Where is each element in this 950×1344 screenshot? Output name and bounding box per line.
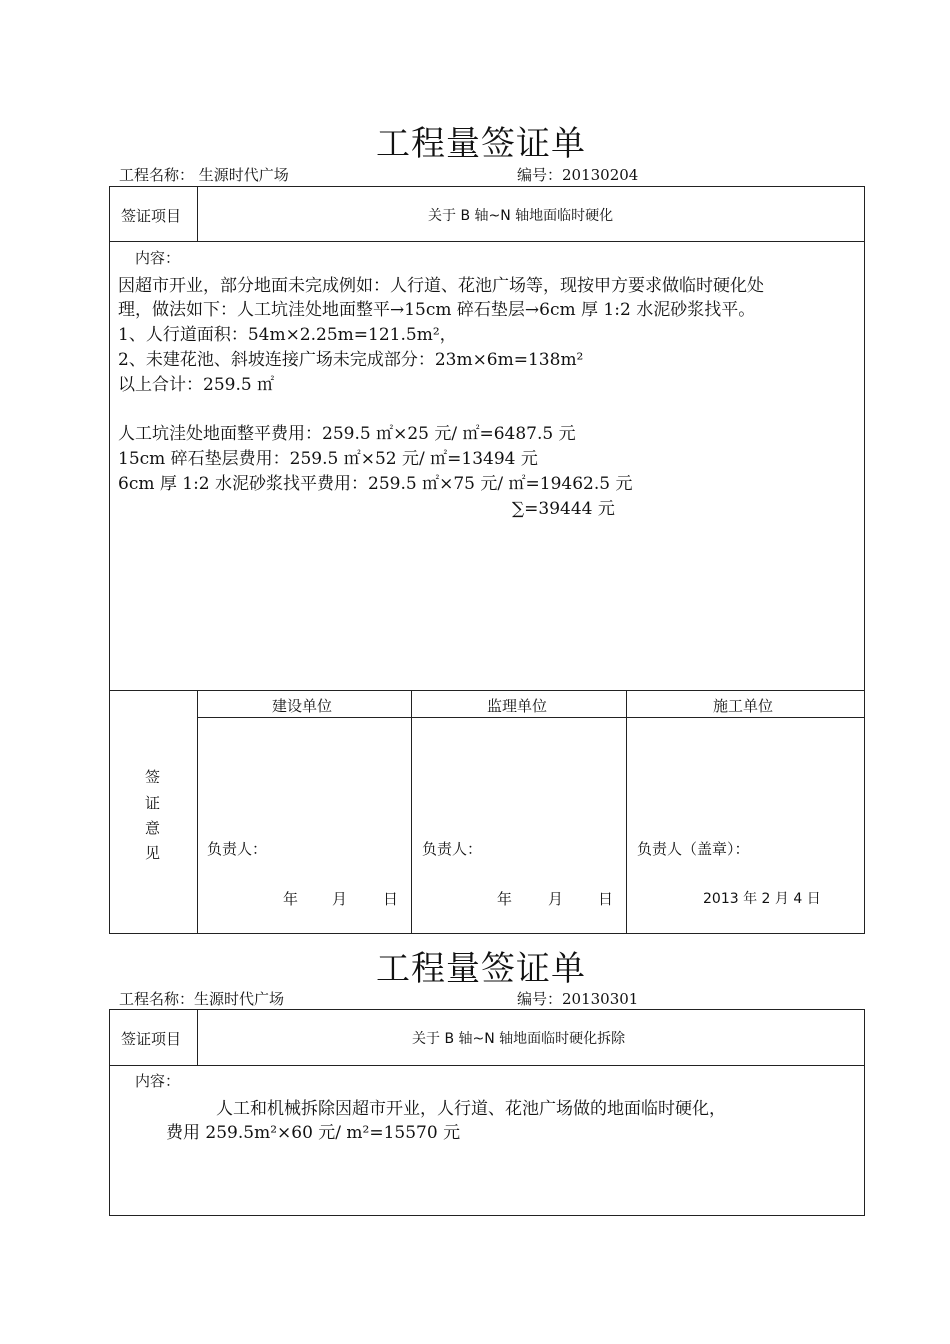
form2-content-line-2: 费用 259.5m²×60 元/ m²=15570 元 <box>166 1123 461 1143</box>
form2-project-name: 工程名称：生源时代广场 <box>119 990 285 1008</box>
form1-content-total: ∑=39444 元 <box>512 499 615 519</box>
form2-number: 编号：20130301 <box>517 990 639 1008</box>
form1-content-line-3: 1、人行道面积：54m×2.25m=121.5m²， <box>118 325 457 345</box>
form1-content-line-2: 理，做法如下：人工坑洼处地面整平→15cm 碎石垫层→6cm 厚 1:2 水泥砂浆找平。 <box>118 300 756 320</box>
form1-sign-label-char-1: 签 <box>145 768 161 786</box>
form1-title: 工程量签证单 <box>376 124 586 164</box>
form1-item-value: 关于 B 轴~N 轴地面临时硬化 <box>428 208 614 224</box>
form1-content-line-1: 因超市开业，部分地面未完成例如：人行道、花池广场等，现按甲方要求做临时硬化处 <box>118 276 764 296</box>
form1-supervisor-date-year: 年 <box>497 890 513 908</box>
form2-item-label: 签证项目 <box>121 1030 182 1048</box>
form1-owner-date-month: 月 <box>332 890 348 908</box>
form1-sign-label-char-4: 见 <box>145 844 161 862</box>
form1-content-line-6: 人工坑洼处地面整平费用：259.5 ㎡×25 元/ ㎡=6487.5 元 <box>118 424 576 444</box>
form1-owner-date-day: 日 <box>383 890 399 908</box>
form1-border-item-bottom <box>109 241 865 242</box>
form1-unit-supervisor: 监理单位 <box>487 697 548 715</box>
form2-content-line-1: 人工和机械拆除因超市开业，人行道、花池广场做的地面临时硬化， <box>216 1099 726 1119</box>
form1-content-line-4: 2、未建花池、斜坡连接广场未完成部分：23m×6m=138m² <box>118 350 584 370</box>
form1-sign-label-char-3: 意 <box>145 819 161 837</box>
form1-content-label: 内容： <box>135 249 181 267</box>
form1-border-item-divider <box>197 186 198 242</box>
form1-border-right <box>864 186 865 934</box>
form2-title: 工程量签证单 <box>376 949 586 989</box>
form1-content-line-8: 6cm 厚 1:2 水泥砂浆找平费用：259.5 ㎡×75 元/ ㎡=19462.5 元 <box>118 474 633 494</box>
form1-supervisor-date-day: 日 <box>598 890 614 908</box>
form1-project-name: 工程名称： 生源时代广场 <box>119 166 289 184</box>
form2-border-bottom <box>109 1215 865 1216</box>
form1-owner-date-year: 年 <box>283 890 299 908</box>
form1-content-line-5: 以上合计：259.5 ㎡ <box>118 375 275 395</box>
form1-border-unit-divider-2 <box>626 690 627 934</box>
form1-item-label: 签证项目 <box>121 207 182 225</box>
form1-supervisor-date-month: 月 <box>548 890 564 908</box>
form1-border-unit-divider-1 <box>411 690 412 934</box>
form1-unit-owner: 建设单位 <box>272 697 333 715</box>
form2-item-value: 关于 B 轴~N 轴地面临时硬化拆除 <box>412 1031 626 1047</box>
form1-border-bottom <box>109 933 865 934</box>
form1-contractor-date: 2013 年 2 月 4 日 <box>703 891 821 907</box>
form1-content-line-7: 15cm 碎石垫层费用：259.5 ㎡×52 元/ ㎡=13494 元 <box>118 449 538 469</box>
form1-sign-label-char-2: 证 <box>145 794 161 812</box>
form1-unit-contractor: 施工单位 <box>713 697 774 715</box>
form1-contractor-responsible: 负责人（盖章）： <box>637 840 750 858</box>
form1-supervisor-responsible: 负责人： <box>422 840 483 858</box>
form1-border-unit-header <box>197 717 865 718</box>
form1-border-left <box>109 186 110 934</box>
form2-border-item-divider <box>197 1009 198 1066</box>
form1-border-sign-divider <box>197 690 198 934</box>
form2-border-right <box>864 1009 865 1216</box>
form1-border-top <box>109 186 865 187</box>
form1-border-content-bottom <box>109 690 865 691</box>
form2-border-item-bottom <box>109 1065 865 1066</box>
form2-content-label: 内容： <box>135 1072 181 1090</box>
form2-border-top <box>109 1009 865 1010</box>
form2-border-left <box>109 1009 110 1216</box>
form1-owner-responsible: 负责人： <box>207 840 268 858</box>
form1-number: 编号：20130204 <box>517 166 639 184</box>
